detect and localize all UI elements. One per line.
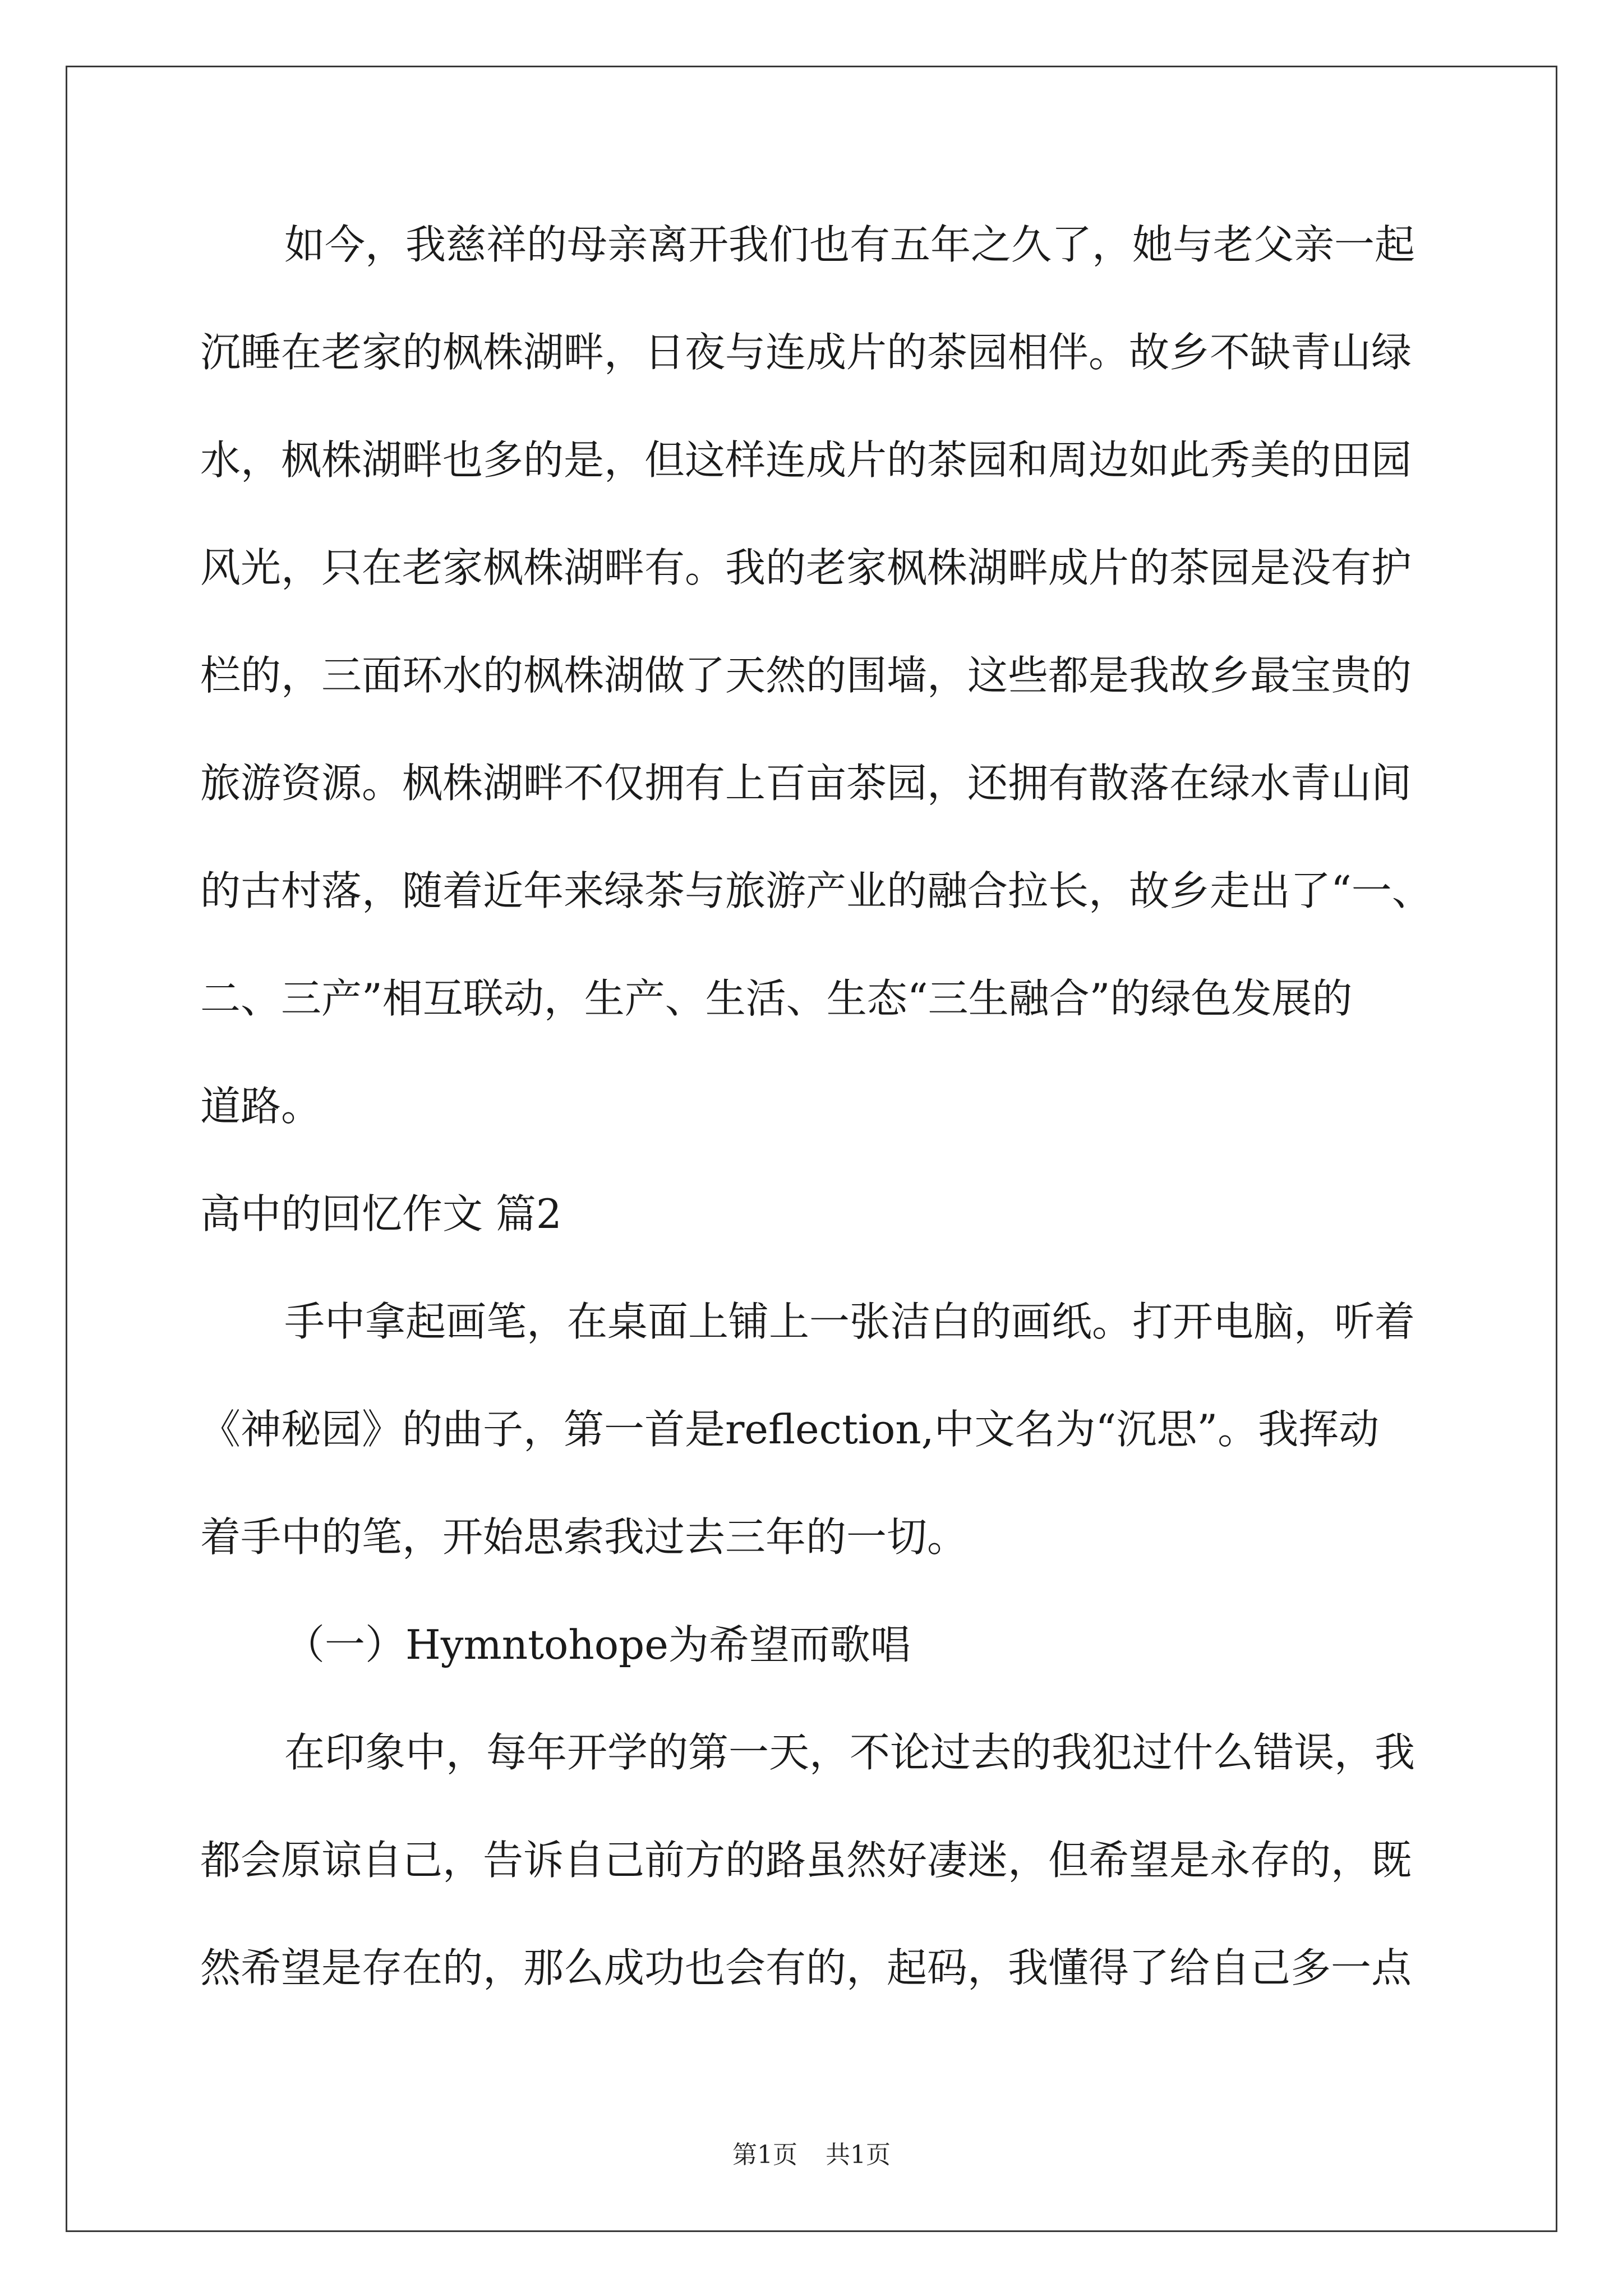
paragraph xyxy=(200,1288,1415,1611)
subheading: （一）Hymntohope为希望而歌唱 xyxy=(284,1621,911,1668)
text-line: 二、三产”相互联动，生产、生活、生态“三生融合”的绿色发展的 xyxy=(200,975,1353,1022)
text-line: 着手中的笔，开始思索我过去三年的一切。 xyxy=(200,1513,968,1561)
page-footer xyxy=(0,2134,1623,2170)
text-line: 风光，只在老家枫株湖畔有。我的老家枫株湖畔成片的茶园是没有护 xyxy=(200,544,1412,591)
text-line: 然希望是存在的，那么成功也会有的，起码，我懂得了给自己多一点 xyxy=(200,1944,1412,1991)
text-line: 在印象中，每年开学的第一天，不论过去的我犯过什么错误，我 xyxy=(284,1729,1415,1776)
text-line: 都会原谅自己，告诉自己前方的路虽然好凄迷，但希望是永存的，既 xyxy=(200,1837,1412,1884)
text-line: 《神秘园》的曲子，第一首是reflection,中文名为“沉思”。我挥动 xyxy=(200,1406,1380,1453)
paragraph xyxy=(200,211,1432,1180)
text-line: 如今，我慈祥的母亲离开我们也有五年之久了，她与老父亲一起 xyxy=(284,221,1415,268)
text-line: 栏的，三面环水的枫株湖做了天然的围墙，这些都是我故乡最宝贵的 xyxy=(200,652,1412,699)
page-number: 第1页 xyxy=(732,2141,797,2169)
paragraph xyxy=(200,1719,1415,2042)
text-line: 旅游资源。枫株湖畔不仅拥有上百亩茶园，还拥有散落在绿水青山间 xyxy=(200,760,1412,807)
text-line: 手中拿起画笔，在桌面上铺上一张洁白的画纸。打开电脑，听着 xyxy=(284,1298,1415,1345)
text-line: 道路。 xyxy=(200,1083,322,1130)
text-line: 水，枫株湖畔也多的是，但这样连成片的茶园和周边如此秀美的田园 xyxy=(200,436,1412,484)
page-count: 共1页 xyxy=(826,2141,891,2169)
section-title: 高中的回忆作文 篇2 xyxy=(200,1190,562,1237)
text-line: 沉睡在老家的枫株湖畔，日夜与连成片的茶园相伴。故乡不缺青山绿 xyxy=(200,329,1412,376)
text-line: 的古村落，随着近年来绿茶与旅游产业的融合拉长，故乡走出了“一、 xyxy=(200,867,1432,914)
document-body xyxy=(200,211,1432,2042)
